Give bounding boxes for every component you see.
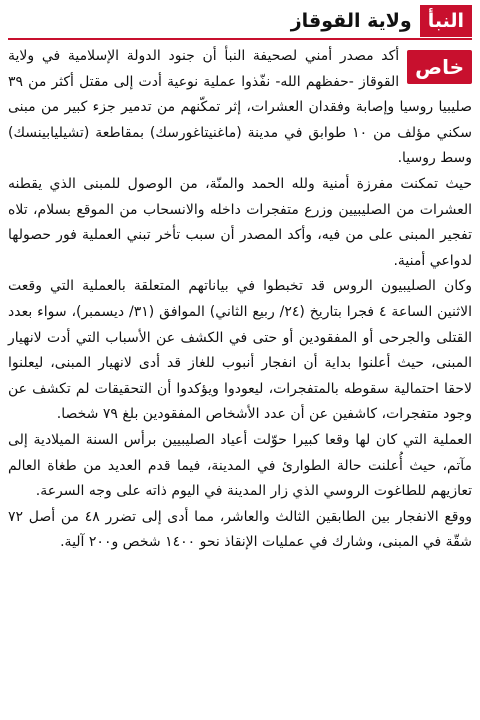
article-paragraph-2: حيث تمكنت مفرزة أمنية ولله الحمد والمنّة، من الوصول للمبنى الذي يقطنه العشرات من الصليبيين وزرع متفجرات داخله والانسحاب من الموقع بسلام، تلاه تفجير المبنى على من فيه، وأكد المصدر أن سبب تأخر تبني العملية فور حصولها لدواعي أمنية. bbox=[8, 175, 472, 269]
section-title: ولاية القوقاز bbox=[290, 10, 412, 32]
article-paragraph-4: العملية التي كان لها وقعا كبيرا حوّلت أعياد الصليبيين برأس السنة الميلادية إلى مآتم، حيث أُعلنت حالة الطوارئ في المدينة، فيما قدم العديد من طغاة العالم تعازيهم للطاغوت الروسي الذي زار المدينة في اليوم ذاته على وجه السرعة. bbox=[8, 431, 472, 500]
newspaper-name-tag: النبأ bbox=[420, 5, 472, 37]
section-header bbox=[8, 4, 472, 40]
article-paragraph-1: أكد مصدر أمني لصحيفة النبأ أن جنود الدولة الإسلامية في ولاية القوقاز -حفظهم الله- نفّذوا عملية نوعية أدت إلى مقتل أكثر من ٣٩ صليبيا روسيا وإصابة وفقدان العشرات، إثر تمكّنهم من تدمير جزء كبير من مبنى سكني مؤلف من ١٠ طوابق في مدينة (ماغنيتاغورسك) بمقاطعة (تشيليابينسك) وسط روسيا. bbox=[8, 48, 473, 167]
article-paragraph-5: ووقع الانفجار بين الطابقين الثالث والعاشر، مما أدى إلى تضرر ٤٨ من أصل ٧٢ شقّة في المبنى، وشارك في عمليات الإنقاذ نحو ١٤٠٠ شخص و٢٠٠ آلية. bbox=[8, 508, 472, 551]
exclusive-badge: خاص bbox=[407, 50, 472, 84]
article-paragraph-3: وكان الصليبيون الروس قد تخبطوا في بياناتهم المتعلقة بالعملية التي وقعت الاثنين الساعة ٤ فجرا بتاريخ (٢٤/ ربيع الثاني) الموافق (٣١/ ديسمبر)، سواء بعدد القتلى والجرحى أو المفقودين أو حتى في الكشف عن الأسباب التي أدت لانهيار المبنى، حيث أعلنوا بداية أن انفجار أنبوب للغاز قد أدى لانهيار المبنى، ليعلنوا لاحقا احتمالية سقوطه بالمتفجرات، ليعودوا ويؤكدوا أن التحقيقات لم تكشف عن وجود متفجرات، كاشفين عن أن عدد الأشخاص المفقودين بلغ ٧٩ شخصا. bbox=[8, 278, 472, 423]
article-body bbox=[8, 44, 472, 556]
